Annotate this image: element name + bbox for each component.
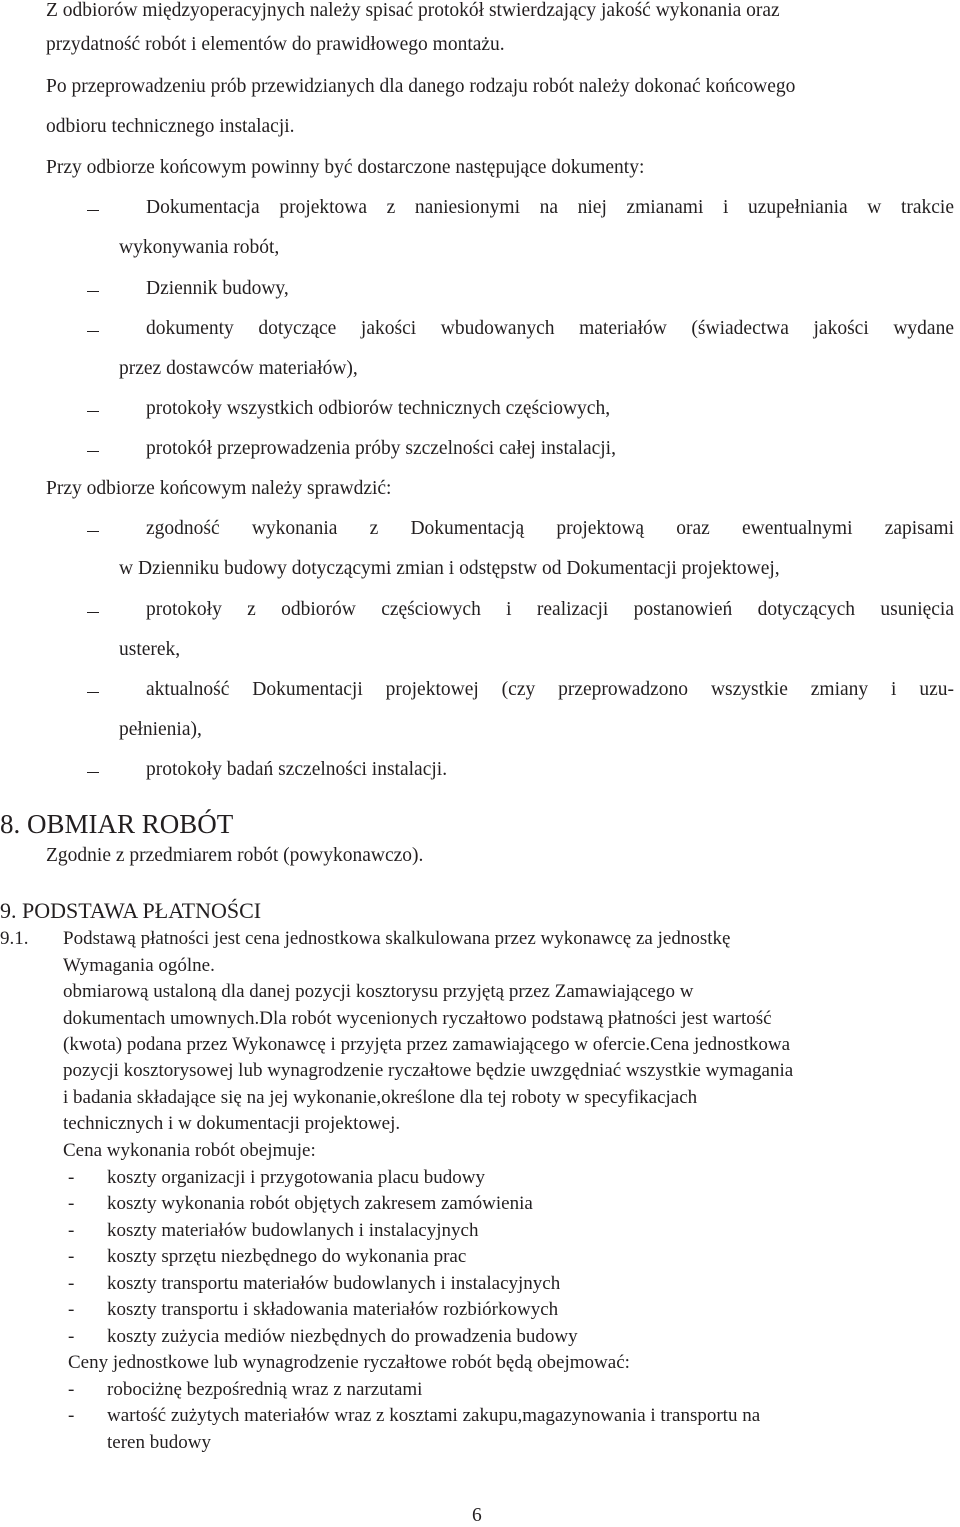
check-item-2-line-1: protokoły z odbiorów częściowych i realizacji postanowień dotyczących usunięcia (146, 599, 954, 620)
section-8-title: 8. OBMIAR ROBÓT (0, 809, 234, 839)
check-item-2-line-2: usterek, (119, 639, 181, 660)
cost-item: koszty transportu i składowania materiałów rozbiórkowych (107, 1299, 559, 1320)
section-9-line-2: Wymagania ogólne. (63, 955, 215, 976)
check-item-1-line-2: w Dzienniku budowy dotyczącymi zmian i odstępstw od Dokumentacji projektowej, (119, 558, 780, 579)
cost-item: koszty organizacji i przygotowania placu budowy (107, 1167, 485, 1188)
page-number: 6 (472, 1505, 482, 1526)
docs-item-3-line-2: przez dostawców materiałów), (119, 358, 358, 379)
cost-bullet: - (68, 1220, 75, 1241)
docs-item-1-line-1: Dokumentacja projektowa z naniesionymi na niej zmianami i uzupełniania w trakcie (146, 197, 954, 218)
cost-bullet: - (68, 1273, 75, 1294)
intro-line-1: Z odbiorów międzyoperacyjnych należy spisać protokół stwierdzający jakość wykonania oraz (46, 0, 780, 21)
unit-bullet: - (68, 1379, 75, 1400)
dash-bullet (87, 411, 99, 412)
section-9-1-number: 9.1. (0, 928, 29, 949)
cost-bullet: - (68, 1193, 75, 1214)
cost-item: koszty transportu materiałów budowlanych i instalacyjnych (107, 1273, 561, 1294)
intro-line-2: przydatność robót i elementów do prawidłowego montażu. (46, 34, 505, 55)
intro-line-3: Po przeprowadzeniu prób przewidzianych dla danego rodzaju robót należy dokonać końcowego (46, 76, 796, 97)
dash-bullet (87, 291, 99, 292)
section-9-line-7: i badania składające się na jej wykonanie,określone dla tej roboty w specyfikacjach (63, 1087, 698, 1108)
check-item-4: protokoły badań szczelności instalacji. (146, 759, 448, 780)
intro-line-4: odbioru technicznego instalacji. (46, 116, 295, 137)
dash-bullet (87, 692, 99, 693)
docs-item-2: Dziennik budowy, (146, 278, 289, 299)
dash-bullet (87, 531, 99, 532)
section-9-line-5: (kwota) podana przez Wykonawcę i przyjęta przez zamawiającego w ofercie.Cena jednostkowa (63, 1034, 791, 1055)
cost-bullet: - (68, 1167, 75, 1188)
section-9-title: 9. PODSTAWA PŁATNOŚCI (0, 898, 262, 923)
cost-bullet: - (68, 1246, 75, 1267)
cost-item: koszty materiałów budowlanych i instalacyjnych (107, 1220, 479, 1241)
section-9-line-6: pozycji kosztorysowej lub wynagrodzenie ryczałtowe będzie uwzgędniać wszystkie wymagania (63, 1060, 794, 1081)
docs-item-4: protokoły wszystkich odbiorów technicznych częściowych, (146, 398, 611, 419)
docs-item-3-line-1: dokumenty dotyczące jakości wbudowanych materiałów (świadectwa jakości wydane (146, 318, 954, 339)
cost-bullet: - (68, 1326, 75, 1347)
check-item-3-line-2: pełnienia), (119, 719, 202, 740)
section-9-line-1: Podstawą płatności jest cena jednostkowa skalkulowana przez wykonawcę za jednostkę (63, 928, 731, 949)
dash-bullet (87, 210, 99, 211)
dash-bullet (87, 451, 99, 452)
dash-bullet (87, 331, 99, 332)
unit-bullet: - (68, 1405, 75, 1426)
cost-bullet: - (68, 1299, 75, 1320)
docs-item-1-line-2: wykonywania robót, (119, 237, 280, 258)
cost-item: koszty zużycia mediów niezbędnych do prowadzenia budowy (107, 1326, 578, 1347)
cost-item: koszty wykonania robót objętych zakresem zamówienia (107, 1193, 533, 1214)
cost-item: koszty sprzętu niezbędnego do wykonania prac (107, 1246, 467, 1267)
check-heading: Przy odbiorze końcowym należy sprawdzić: (46, 478, 392, 499)
section-8-text: Zgodnie z przedmiarem robót (powykonawczo). (46, 845, 424, 866)
unit-heading: Ceny jednostkowe lub wynagrodzenie ryczałtowe robót będą obejmować: (68, 1352, 630, 1373)
dash-bullet (87, 612, 99, 613)
dash-bullet (87, 772, 99, 773)
check-item-1-line-1: zgodność wykonania z Dokumentacją projektową oraz ewentualnymi zapisami (146, 518, 954, 539)
cost-heading: Cena wykonania robót obejmuje: (63, 1140, 316, 1161)
unit-item-line-2: teren budowy (107, 1432, 211, 1453)
docs-heading: Przy odbiorze końcowym powinny być dostarczone następujące dokumenty: (46, 157, 645, 178)
unit-item: robociżnę bezpośrednią wraz z narzutami (107, 1379, 423, 1400)
section-9-line-3: obmiarową ustaloną dla danej pozycji kosztorysu przyjętą przez Zamawiającego w (63, 981, 694, 1002)
section-9-line-8: technicznych i w dokumentacji projektowej. (63, 1113, 401, 1134)
unit-item-line-1: wartość zużytych materiałów wraz z kosztami zakupu,magazynowania i transportu na (107, 1405, 761, 1426)
section-9-line-4: dokumentach umownych.Dla robót wycenionych ryczałtowo podstawą płatności jest wartość (63, 1008, 772, 1029)
check-item-3-line-1: aktualność Dokumentacji projektowej (czy przeprowadzono wszystkie zmiany i uzu- (146, 679, 954, 700)
docs-item-5: protokół przeprowadzenia próby szczelności całej instalacji, (146, 438, 616, 459)
